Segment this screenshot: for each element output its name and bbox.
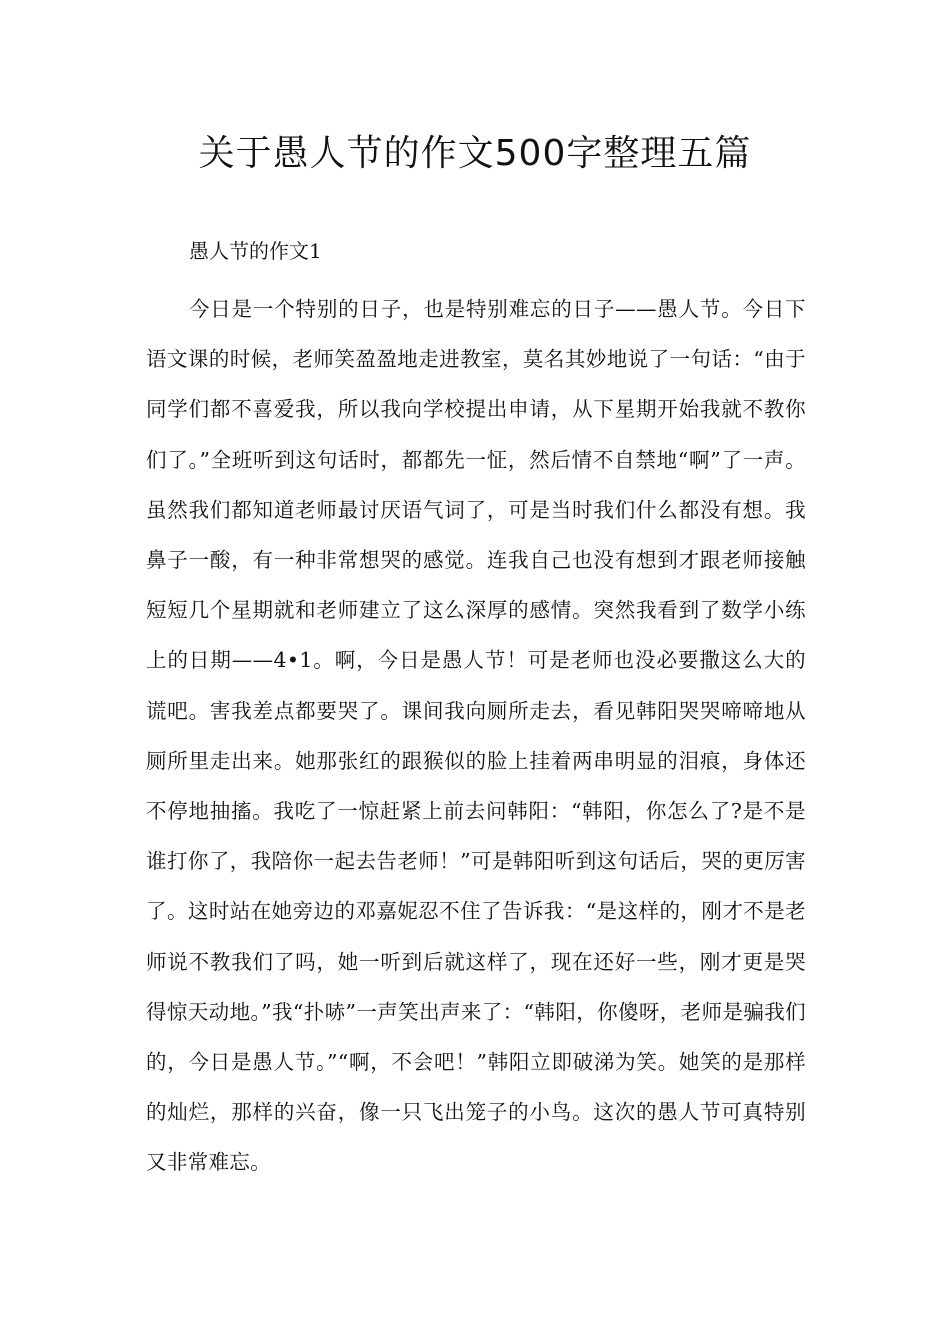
section-heading: 愚人节的作文1 xyxy=(189,239,322,263)
section-paragraph: 今日是一个特别的日子，也是特别难忘的日子——愚人节。今日下语文课的时候，老师笑盈盈地走进教室，莫名其妙地说了一句话：“由于同学们都不喜爱我，所以我向学校提出申请，从下星期开始我就不教你们了。”全班听到这句话时，都都先一怔，然后情不自禁地“啊”了一声。虽然我们都知道老师最讨厌语气词了，可是当时我们什么都没有想。我鼻子一酸，有一种非常想哭的感觉。连我自己也没有想到才跟老师接触短短几个星期就和老师建立了这么深厚的感情。突然我看到了数学小练上的日期——4•1。啊，今日是愚人节！可是老师也没必要撒这么大的谎吧。害我差点都要哭了。课间我向厕所走去，看见韩阳哭哭啼啼地从厕所里走出来。她那张红的跟猴似的脸上挂着两串明显的泪痕，身体还不停地抽搐。我吃了一惊赶紧上前去问韩阳：“韩阳，你怎么了?是不是谁打你了，我陪你一起去告老师！”可是韩阳听到这句话后，哭的更厉害了。这时站在她旁边的邓嘉妮忍不住了告诉我：“是这样的，刚才不是老师说不教我们了吗，她一听到后就这样了，现在还好一些，刚才更是哭得惊天动地。”我“扑哧”一声笑出声来了：“韩阳，你傻呀，老师是骗我们的，今日是愚人节。”“啊，不会吧！”韩阳立即破涕为笑。她笑的是那样的灿烂，那样的兴奋，像一只飞出笼子的小鸟。这次的愚人节可真特别又非常难忘。 xyxy=(146,297,806,1175)
document-title: 关于愚人节的作文500字整理五篇 xyxy=(198,133,752,174)
